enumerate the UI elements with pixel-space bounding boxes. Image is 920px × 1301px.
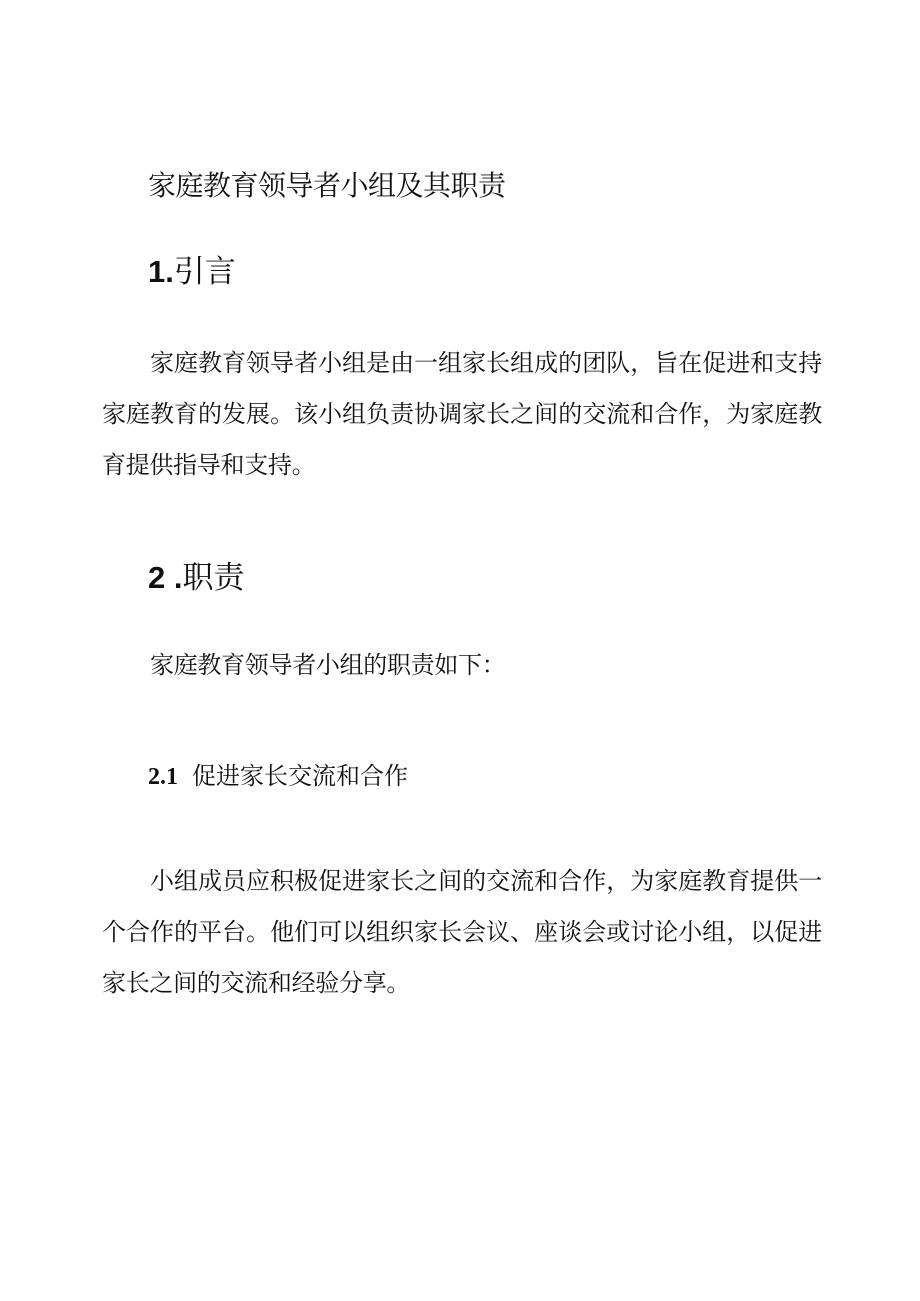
subsection-title: 促进家长交流和合作 <box>192 762 408 790</box>
duties-intro-paragraph: 家庭教育领导者小组的职责如下： <box>150 651 506 679</box>
section-title: 引言 <box>173 254 236 290</box>
subsection-heading-communication <box>148 756 408 797</box>
section-number: 1. <box>148 254 174 289</box>
section-heading-duties <box>148 556 244 600</box>
section-heading-intro <box>148 250 236 294</box>
section-title: 职责 <box>182 560 245 596</box>
document-title: 家庭教育领导者小组及其职责 <box>148 169 506 202</box>
communication-paragraph: 小组成员应积极促进家长之间的交流和合作，为家庭教育提供一个合作的平台。他们可以组织家长会议、座谈会或讨论小组，以促进家长之间的交流和经验分享。 <box>102 867 822 997</box>
subsection-number: 2.1 <box>148 764 178 790</box>
intro-paragraph: 家庭教育领导者小组是由一组家长组成的团队，旨在促进和支持家庭教育的发展。该小组负责协调家长之间的交流和合作，为家庭教育提供指导和支持。 <box>102 349 822 479</box>
section-number: 2 . <box>148 560 183 595</box>
